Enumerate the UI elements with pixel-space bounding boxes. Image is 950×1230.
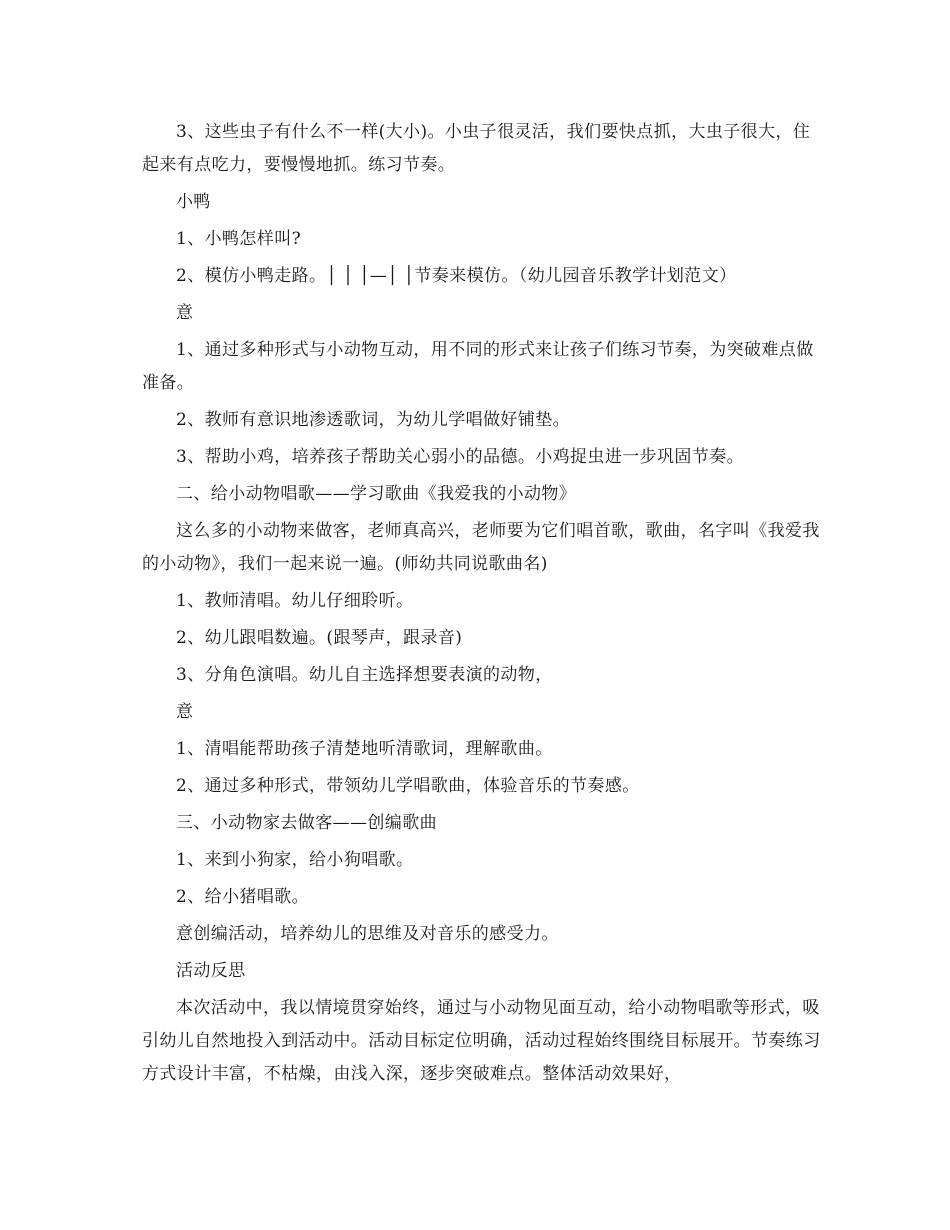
paragraph-intent-2-point-2: 2、通过多种形式，带领幼儿学唱歌曲，体验音乐的节奏感。: [176, 776, 640, 796]
paragraph-duck-sound: 1、小鸭怎样叫?: [176, 229, 302, 249]
paragraph-duck-walk: 2、模仿小鸭走路。│ │ │—│ │节奏来模仿。（幼儿园音乐教学计划范文）: [176, 266, 737, 286]
paragraph-create-intent: 意创编活动，培养幼儿的思维及对音乐的感受力。: [176, 924, 559, 944]
paragraph-create-step-1: 1、来到小狗家，给小狗唱歌。: [176, 850, 414, 870]
paragraph-bugs-difference: 3、这些虫子有什么不一样(大小)。小虫子很灵活，我们要快点抓，大虫子很大，住起来有点吃力，要慢慢地抓。练习节奏。: [142, 122, 811, 175]
paragraph-song-step-3: 3、分角色演唱。幼儿自主选择想要表演的动物，: [176, 665, 553, 685]
paragraph-song-step-1: 1、教师清唱。幼儿仔细聆听。: [176, 591, 414, 611]
paragraph-intent-1-point-1: 1、通过多种形式与小动物互动，用不同的形式来让孩子们练习节奏，为突破难点做准备。: [142, 340, 814, 393]
paragraph-intent-2-point-1: 1、清唱能帮助孩子清楚地听清歌词，理解歌曲。: [176, 739, 553, 759]
paragraph-song-intro: 这么多的小动物来做客，老师真高兴，老师要为它们唱首歌，歌曲，名字叫《我爱我的小动物》，我们一起来说一遍。(师幼共同说歌曲名): [142, 521, 820, 574]
paragraph-section-three-heading: 三、小动物家去做客——创编歌曲: [176, 813, 437, 833]
paragraph-intent-1-point-2: 2、教师有意识地渗透歌词，为幼儿学唱做好铺垫。: [176, 410, 571, 430]
paragraph-song-step-2: 2、幼儿跟唱数遍。(跟琴声，跟录音): [176, 628, 463, 648]
paragraph-reflection-heading: 活动反思: [176, 961, 246, 981]
paragraph-intent-2: 意: [176, 702, 194, 722]
paragraph-intent-1: 意: [176, 303, 194, 323]
paragraph-create-step-2: 2、给小猪唱歌。: [176, 887, 310, 907]
document-body: [142, 116, 822, 1091]
paragraph-heading-duck: 小鸭: [176, 192, 211, 212]
paragraph-intent-1-point-3: 3、帮助小鸡，培养孩子帮助关心弱小的品德。小鸡捉虫进一步巩固节奏。: [176, 447, 745, 467]
paragraph-section-two-heading: 二、给小动物唱歌——学习歌曲《我爱我的小动物》: [176, 484, 577, 504]
paragraph-reflection-body: 本次活动中，我以情境贯穿始终，通过与小动物见面互动，给小动物唱歌等形式，吸引幼儿自然地投入到活动中。活动目标定位明确，活动过程始终围绕目标展开。节奏练习方式设计丰富，不枯燥，由浅入深，逐步突破难点。整体活动效果好，: [142, 998, 821, 1084]
